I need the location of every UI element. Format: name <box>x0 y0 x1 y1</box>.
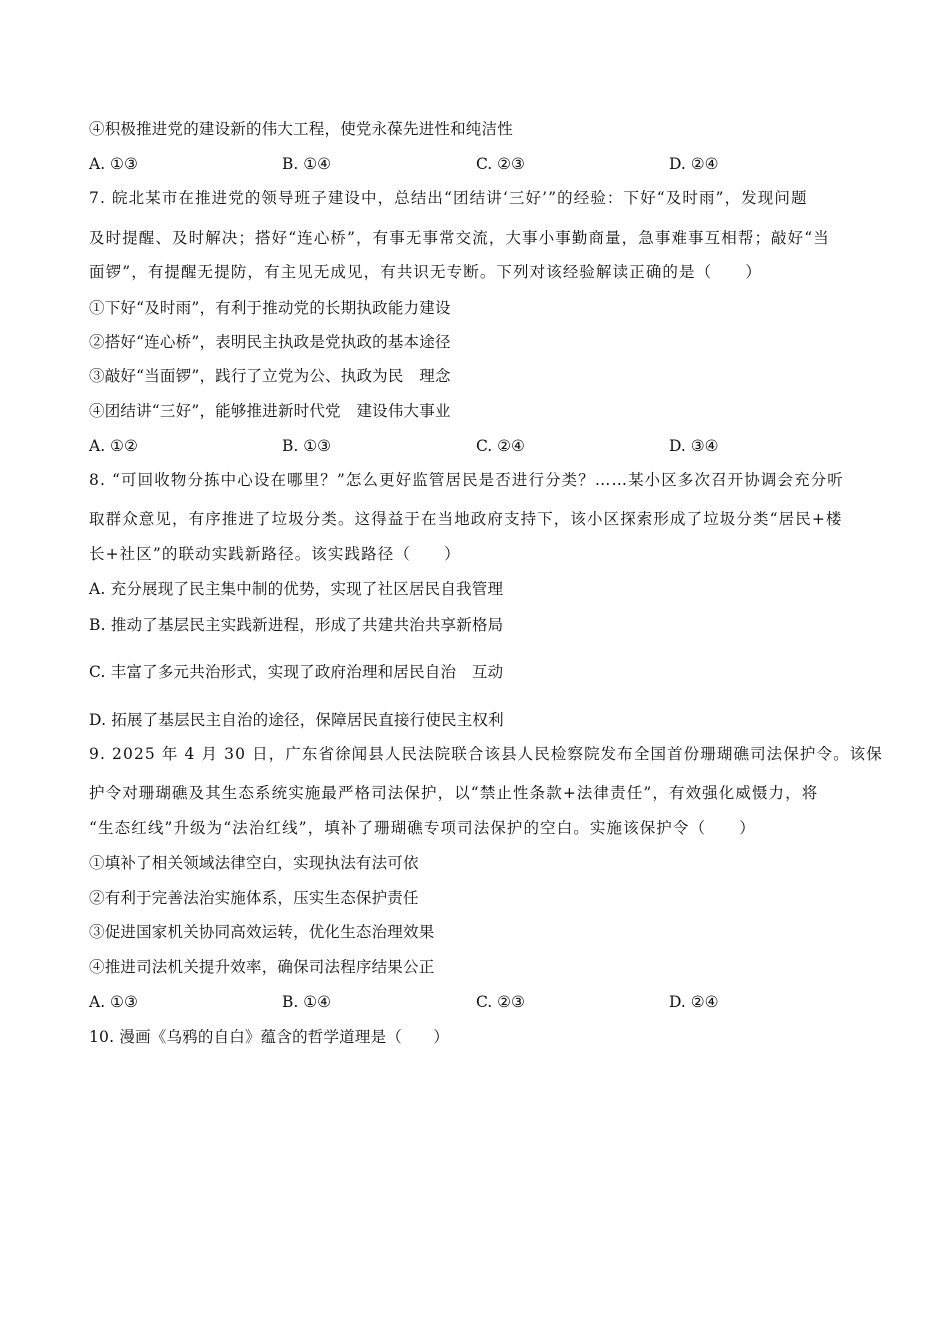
question-8-stem: 8. “可回收物分拣中心设在哪里？”怎么更好监管居民是否进行分类？……某小区多次召开协调会充分听 <box>89 471 844 489</box>
option-c: C. ②④ <box>476 437 525 455</box>
statement-line: ④推进司法机关提升效率，确保司法程序结果公正 <box>89 958 435 976</box>
option-b: B. 推动了基层民主实践新进程，形成了共建共治共享新格局 <box>89 616 504 634</box>
option-b: B. ①④ <box>282 993 332 1011</box>
option-d: D. ③④ <box>669 437 719 455</box>
statement-line: ④积极推进党的建设新的伟大工程，使党永葆先进性和纯洁性 <box>89 120 513 138</box>
question-9-stem: 护令对珊瑚礁及其生态系统实施最严格司法保护，以“禁止性条款+法律责任”，有效强化威慑力，将 <box>89 784 819 802</box>
question-7-stem: 及时提醒、及时解决；搭好“连心桥”，有事无事常交流，大事小事勤商量，急事难事互相帮；敲好“当 <box>89 229 830 247</box>
answer-options <box>89 436 879 456</box>
option-a: A. ①③ <box>89 993 138 1011</box>
question-7-stem: 7. 皖北某市在推进党的领导班子建设中，总结出“团结讲‘三好’”的经验：下好“及时雨”，发现问题 <box>89 189 808 207</box>
option-a: A. ①② <box>89 437 138 455</box>
statement-line: ③促进国家机关协同高效运转，优化生态治理效果 <box>89 923 435 941</box>
option-c: C. ②③ <box>476 993 525 1011</box>
statement-line: ②有利于完善法治实施体系，压实生态保护责任 <box>89 889 419 907</box>
question-8-stem: 长+社区”的联动实践新路径。该实践路径（ ） <box>89 545 461 563</box>
option-c: C. ②③ <box>476 155 525 173</box>
option-c: C. 丰富了多元共治形式，实现了政府治理和居民自治 互动 <box>89 663 504 681</box>
option-a: A. ①③ <box>89 155 138 173</box>
statement-line: ①填补了相关领域法律空白，实现执法有法可依 <box>89 854 419 872</box>
statement-line: ③敲好“当面锣”，践行了立党为公、执政为民 理念 <box>89 367 451 385</box>
option-b: B. ①③ <box>282 437 332 455</box>
option-b: B. ①④ <box>282 155 332 173</box>
option-a: A. 充分展现了民主集中制的优势，实现了社区居民自我管理 <box>89 580 504 598</box>
answer-options <box>89 992 879 1012</box>
option-d: D. ②④ <box>669 993 719 1011</box>
question-10-stem: 10. 漫画《乌鸦的自白》蕴含的哲学道理是（ ） <box>89 1028 450 1046</box>
option-d: D. 拓展了基层民主自治的途径，保障居民直接行使民主权利 <box>89 711 504 729</box>
statement-line: ②搭好“连心桥”，表明民主执政是党执政的基本途径 <box>89 333 451 351</box>
statement-line: ①下好“及时雨”，有利于推动党的长期执政能力建设 <box>89 299 451 317</box>
statement-line: ④团结讲“三好”，能够推进新时代党 建设伟大事业 <box>89 402 451 420</box>
option-d: D. ②④ <box>669 155 719 173</box>
question-9-stem: “生态红线”升级为“法治红线”，填补了珊瑚礁专项司法保护的空白。实施该保护令（ ） <box>89 819 756 837</box>
question-9-stem: 9. 2025 年 4 月 30 日，广东省徐闻县人民法院联合该县人民检察院发布全国首份珊瑚礁司法保护令。该保 <box>89 745 883 763</box>
question-7-stem: 面锣”，有提醒无提防，有主见无成见，有共识无专断。下列对该经验解读正确的是（ ） <box>89 263 763 281</box>
answer-options <box>89 154 879 174</box>
question-8-stem: 取群众意见，有序推进了垃圾分类。这得益于在当地政府支持下，该小区探索形成了垃圾分类“居民+楼 <box>89 510 843 528</box>
